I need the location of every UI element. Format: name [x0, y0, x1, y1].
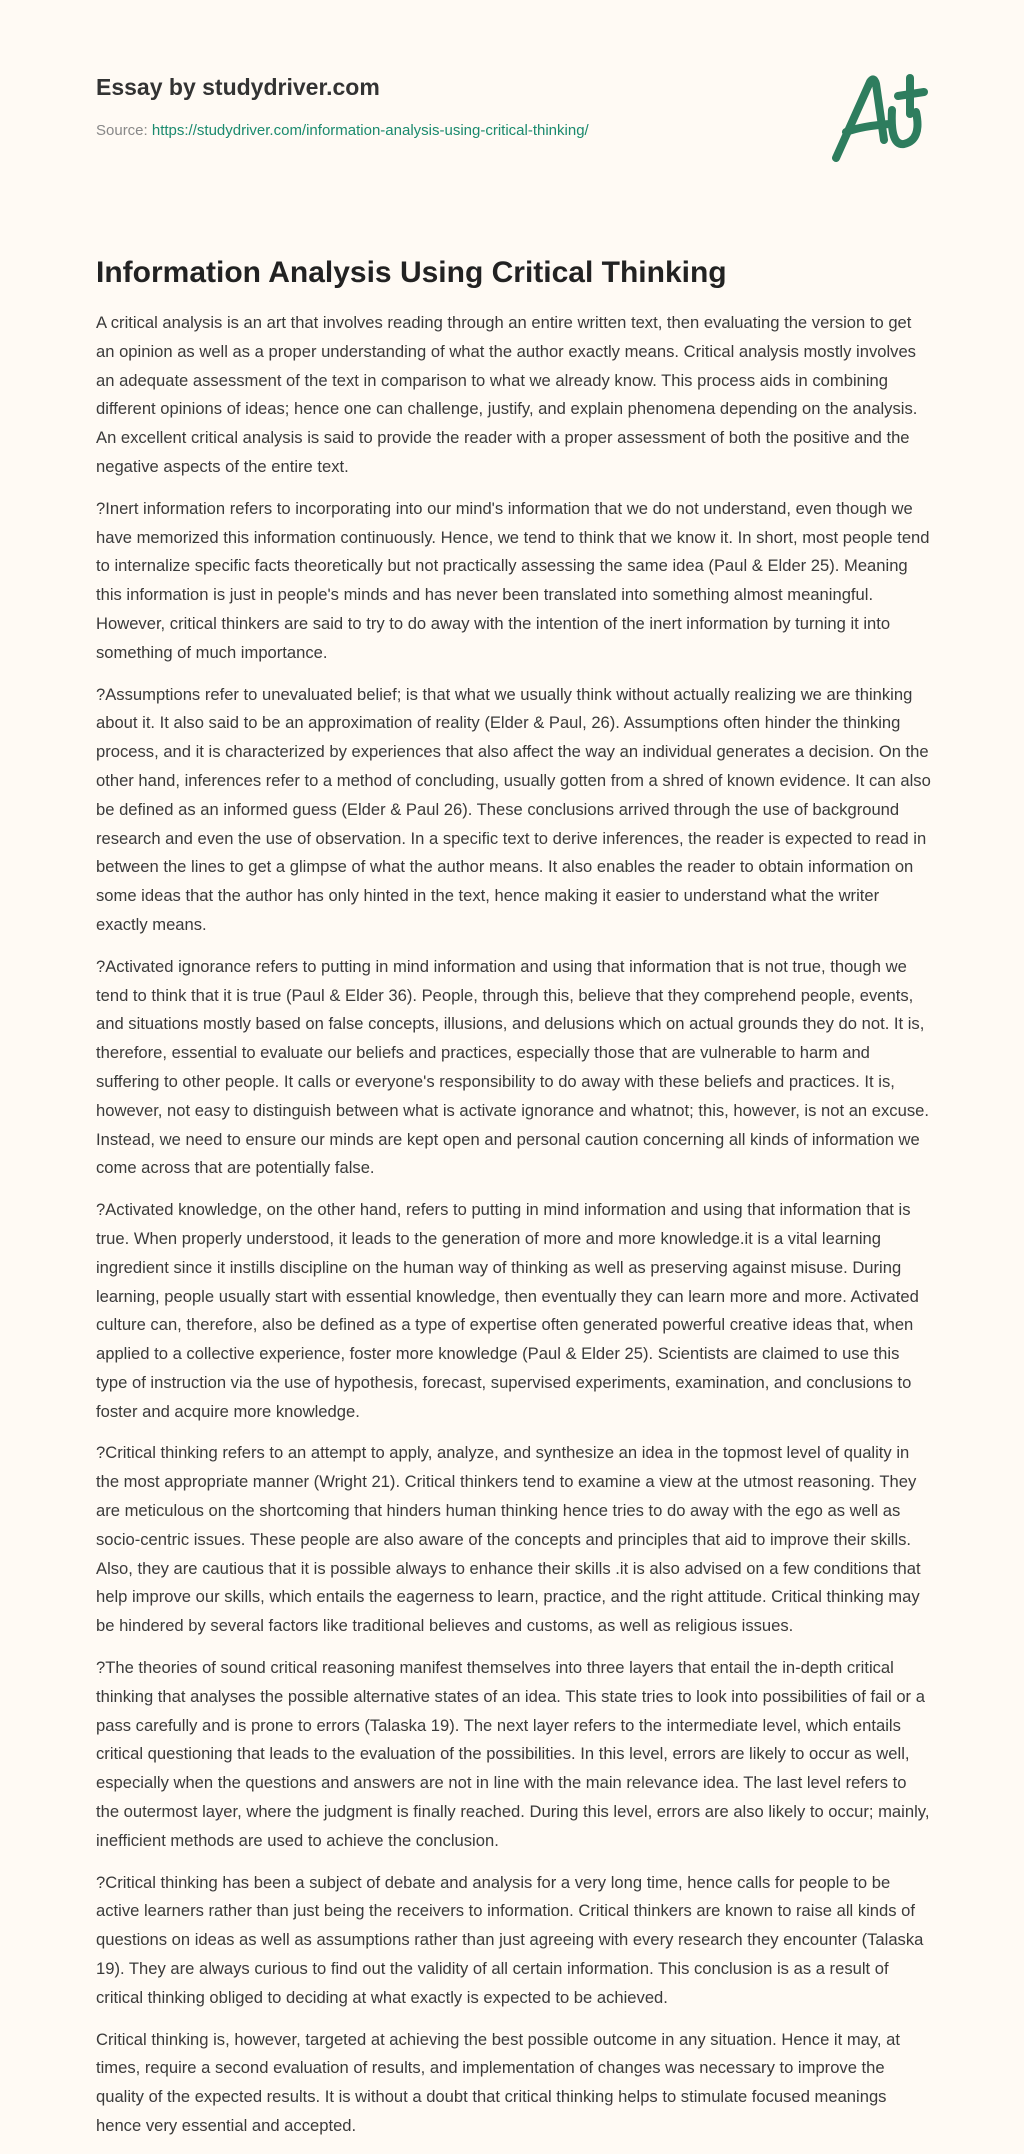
paragraph: Critical thinking is, however, targeted at achieving the best possible outcome in any situation. Hence it may, at times, require a second evaluation of results, and implementation of changes was necessary to improve the quality of the expected results. It is without a doubt that critical thinking helps to stimulate focused meanings hence very essential and accepted. [96, 2029, 900, 2136]
source-line [96, 122, 589, 139]
a-plus-logo [822, 66, 932, 176]
site-title: Essay by studydriver.com [96, 74, 380, 100]
source-label: Source: [96, 122, 152, 139]
paragraph: ?Activated knowledge, on the other hand, refers to putting in mind information and using that information that is true. When properly understood, it leads to the generation of more and more knowledge.it is a vital learning ingredient since it instills discipline on the human way of thinking as well as preserving against misuse. During learning, people usually start with essential knowledge, then eventually they can learn more and more. Activated culture can, therefore, also be defined as a type of expertise often generated powerful creative ideas that, when applied to a collective experience, foster more knowledge (Paul & Elder 25). Scientists are claimed to use this type of instruction via the use of hypothesis, forecast, supervised experiments, examination, and conclusions to foster and acquire more knowledge. [96, 1200, 919, 1421]
paragraph: ?Inert information refers to incorporating into our mind's information that we do not understand, even though we have memorized this information continuously. Hence, we tend to think that we know it. In short, most people tend to internalize specific facts theoretically but not practically assessing the same idea (Paul & Elder 25). Meaning this information is just in people's minds and has never been translated into something almost meaningful. However, critical thinkers are said to try to do away with the intention of the inert information by turning it into something of much importance. [96, 498, 930, 662]
paragraph: ?Activated ignorance refers to putting in mind information and using that information that is not true, though we tend to think that it is true (Paul & Elder 36). People, through this, believe that they comprehend people, events, and situations mostly based on false concepts, illusions, and delusions which on actual grounds they do not. It is, therefore, essential to evaluate our beliefs and practices, especially those that are vulnerable to harm and suffering to other people. It calls or everyone's responsibility to do away with these beliefs and practices. It is, however, not easy to distinguish between what is activate ignorance and whatnot; this, however, is not an excuse. Instead, we need to ensure our minds are kept open and personal caution concerning all kinds of information we come across that are potentially false. [96, 956, 929, 1178]
paragraph: ?Critical thinking has been a subject of debate and analysis for a very long time, hence calls for people to be active learners rather than just being the receivers to information. Critical thinkers are known to raise all kinds of questions on ideas as well as assumptions rather than just agreeing with every research they encounter (Talaska 19). They are always curious to find out the validity of all certain information. This conclusion is as a result of critical thinking obliged to deciding at what exactly is expected to be achieved. [96, 1872, 924, 2007]
essay-article [96, 255, 934, 2154]
paragraph: A critical analysis is an art that involves reading through an entire written text, then evaluating the version to get an opinion as well as a proper understanding of what the author exactly means. Critical analysis mostly involves an adequate assessment of the text in comparison to what we already know. This process aids in combining different opinions of ideas; hence one can challenge, justify, and explain phenomena depending on the analysis. An excellent critical analysis is said to provide the reader with a proper assessment of both the positive and the negative aspects of the entire text. [96, 313, 918, 476]
paragraph: ?Assumptions refer to unevaluated belief; is that what we usually think without actually realizing we are thinking about it. It also said to be an approximation of reality (Elder & Paul, 26). Assumptions often hinder the thinking process, and it is characterized by experiences that also affect the way an individual generates a decision. On the other hand, inferences refer to a method of concluding, usually gotten from a shred of known evidence. It can also be defined as an informed guess (Elder & Paul 26). These conclusions arrived through the use of background research and even the use of observation. In a specific text to derive inferences, the reader is expected to read in between the lines to get a glimpse of what the author means. It also enables the reader to obtain information on some ideas that the author has only hinted in the text, hence making it easier to understand what the writer exactly means. [96, 684, 931, 934]
essay-title: Information Analysis Using Critical Thinking [96, 256, 727, 289]
source-link[interactable]: https://studydriver.com/information-analysis-using-critical-thinking/ [151, 122, 589, 139]
paragraph: ?Critical thinking refers to an attempt to apply, analyze, and synthesize an idea in the topmost level of quality in the most appropriate manner (Wright 21). Critical thinkers tend to examine a view at the utmost reasoning. They are meticulous on the shortcoming that hinders human thinking hence tries to do away with the ego as well as socio-centric issues. These people are also aware of the concepts and principles that aid to improve their skills. Also, they are cautious that it is possible always to enhance their skills .it is also advised on a few conditions that help improve our skills, which entails the eagerness to learn, practice, and the right attitude. Critical thinking may be hindered by several factors like traditional believes and customs, as well as religious issues. [96, 1443, 921, 1636]
paragraph: ?The theories of sound critical reasoning manifest themselves into three layers that entail the in-depth critical thinking that analyses the possible alternative states of an idea. This state tries to look into possibilities of fail or a pass carefully and is prone to errors (Talaska 19). The next layer refers to the intermediate level, which entails critical questioning that leads to the evaluation of the possibilities. In this level, errors are likely to occur as well, especially when the questions and answers are not in line with the main relevance idea. The last level refers to the outermost layer, where the judgment is finally reached. During this level, errors are also likely to occur; mainly, inefficient methods are used to achieve the conclusion. [96, 1658, 930, 1850]
